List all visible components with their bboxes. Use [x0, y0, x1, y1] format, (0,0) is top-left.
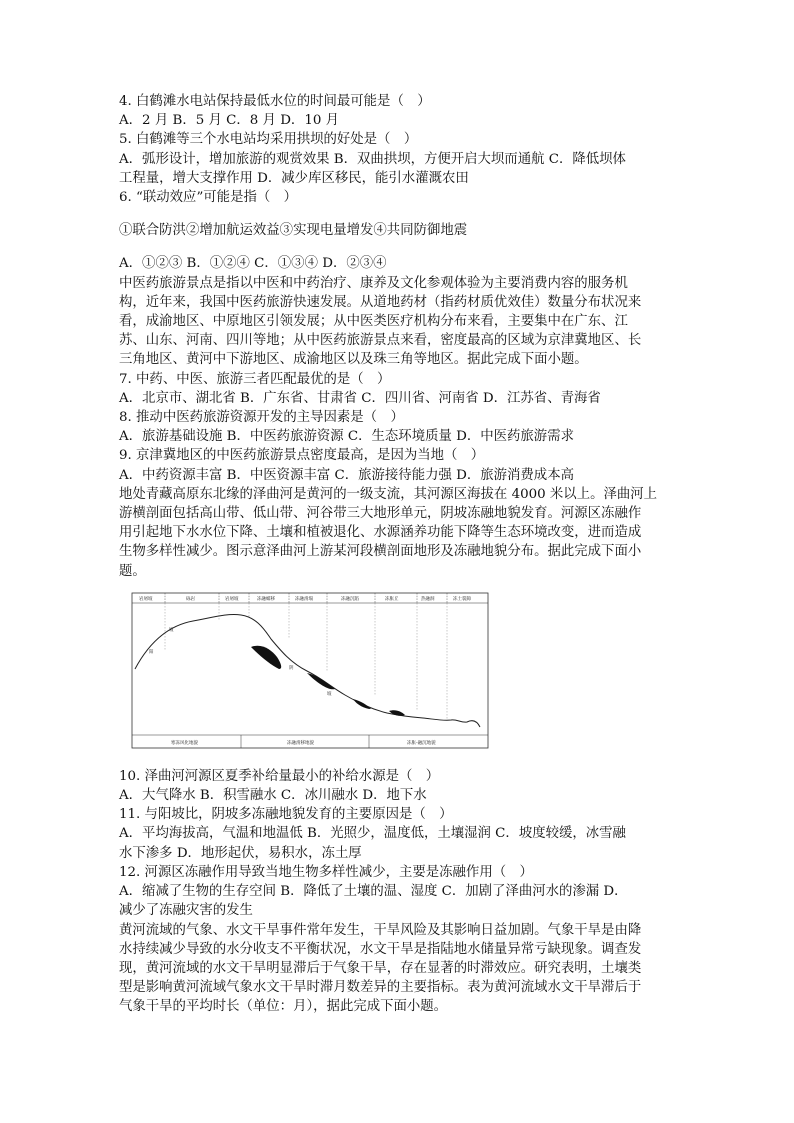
q9-question: 9. 京津冀地区的中医药旅游景点密度最高，是因为当地（ ） [119, 448, 485, 464]
slope-label-po-2: 坡 [327, 691, 332, 697]
q6-question: 6. “联动效应”可能是指（ ） [119, 190, 298, 206]
terrain-profile [135, 614, 480, 726]
passage-drought-line: 黄河流域的气象、水文干旱事件常年发生，干旱风险及其影响日益加剧。气象干旱是由降 [119, 922, 642, 938]
bottom-label-weathering: 寒冻风化地貌 [171, 740, 198, 746]
top-label-subsidence: 冻融沉陷 [341, 596, 359, 602]
q9-options: A．中药资源丰富 B．中医资源丰富 C．旅游接待能力强 D．旅游消费成本高 [119, 467, 574, 483]
q7-question: 7. 中药、中医、旅游三者匹配最优的是（ ） [119, 371, 391, 387]
top-label-frost-crack: 冻土裂隙 [453, 596, 471, 602]
q8-options: A．旅游基础设施 B．中医药旅游资源 C．生态环境质量 D．中医药旅游需求 [119, 429, 574, 445]
q12-options-line2: 减少了冻融灾害的发生 [119, 903, 253, 919]
q11-options-line1: A．平均海拔高，气温和地温低 B．光照少，温度低，土壤湿润 C．坡度较缓，冰雪融 [119, 826, 626, 842]
passage-tcm [119, 274, 679, 370]
slope-label-yang: 阳 [149, 649, 154, 655]
passage-drought-line: 水持续减少导致的水分收支不平衡状况，水文干旱是指陆地水储量异常亏缺现象。调查发 [119, 941, 642, 957]
top-label-rock-debris-2: 岩屑坡 [225, 596, 239, 602]
passage-zequ-line: 题。 [119, 563, 146, 579]
passage-tcm-line: 苏、山东、河南、四川等地；从中医药旅游景点来看，密度最高的区域为京津冀地区、长 [119, 333, 642, 349]
q5-options-line2: 工程量，增大支撑作用 D．减少库区移民，能引水灌溉农田 [119, 170, 469, 186]
cross-section-figure [131, 591, 491, 755]
bottom-label-sliding: 冻融滑移地貌 [287, 740, 314, 746]
passage-zequ-line: 生物多样性减少。图示意泽曲河上游某河段横剖面地形及冻融地貌分布。据此完成下面小 [119, 544, 642, 560]
frozen-body-2 [307, 673, 335, 689]
top-label-conglomerate: 砾岩 [186, 596, 195, 602]
q7-options: A．北京市、湖北省 B．广东省、甘肃省 C．四川省、河南省 D．江苏省、青海省 [119, 390, 601, 406]
passage-drought-line: 型是影响黄河流域气象水文干旱时滞月数差异的主要指标。表为黄河流域水文干旱滞后于 [119, 980, 642, 996]
q12-question: 12. 河源区冻融作用导致当地生物多样性减少，主要是冻融作用（ ） [119, 864, 533, 880]
passage-zequ-line: 地处青藏高原东北缘的泽曲河是黄河的一级支流，其河源区海拔在 4000 米以上。泽曲河上 [119, 486, 658, 502]
passage-tcm-line: 中医药旅游景点是指以中医和中药治疗、康养及文化参观体验为主要消费内容的服务机 [119, 275, 628, 291]
slope-label-po-1: 坡 [169, 627, 174, 633]
q12-options-line1: A．缩减了生物的生存空间 B．降低了土壤的温、湿度 C．加剧了泽曲河水的渗漏 D． [119, 884, 628, 900]
passage-tcm-line: 看，成渝地区、中原地区引领发展；从中医类医疗机构分布来看，主要集中在广东、江 [119, 314, 628, 330]
top-label-creep: 冻融蠕移 [257, 596, 275, 602]
frozen-body-4 [389, 710, 405, 716]
passage-zequ [119, 485, 679, 581]
frozen-body-1 [251, 646, 281, 669]
slope-label-yin: 阴 [289, 665, 294, 671]
passage-drought-line: 现，黄河流域的水文干旱明显滞后于气象干旱，存在显著的时滞效应。研究表明，土壤类 [119, 960, 642, 976]
passage-zequ-line: 用引起地下水水位下降、土壤和植被退化、水源涵养功能下降等生态环境改变，进而造成 [119, 525, 642, 541]
top-label-frost-mound: 冻胀丘 [385, 596, 399, 602]
drop-lines [165, 603, 447, 719]
cross-section-svg [131, 591, 491, 755]
passage-tcm-line: 三角地区、黄河中下游地区、成渝地区以及珠三角等地区。据此完成下面小题。 [119, 352, 588, 368]
top-label-thermokarst: 热融洞 [421, 596, 435, 602]
q11-options-line2: 水下渗多 D．地形起伏，易积水，冻土厚 [119, 845, 362, 861]
q4-question: 4. 白鹤滩水电站保持最低水位的时间最可能是（ ） [119, 94, 431, 109]
passage-zequ-line: 游横剖面包括高山带、低山带、河谷带三大地形单元，阴坡冻融地貌发育。河源区冻融作 [119, 506, 642, 522]
q8-question: 8. 推动中医药旅游资源开发的主导因素是（ ） [119, 410, 404, 426]
q4-options: A．2 月 B．5 月 C．8 月 D．10 月 [119, 113, 340, 129]
passage-drought-line: 气象干旱的平均时长（单位：月），据此完成下面小题。 [119, 999, 448, 1015]
q10-question: 10. 泽曲河河源区夏季补给量最小的补给水源是（ ） [119, 768, 440, 784]
q6-choices: ①联合防洪②增加航运效益③实现电量增发④共同防御地震 [119, 223, 468, 239]
frozen-body-3 [353, 699, 371, 709]
passage-tcm-line: 构，近年来，我国中医药旅游快速发展。从道地药材（指药材质优效佳）数量分布状况来 [119, 294, 642, 310]
top-label-slump: 冻融滑塌 [295, 596, 313, 602]
exam-page [119, 92, 679, 1017]
q5-options-line1: A．弧形设计，增加旅游的观赏效果 B．双曲拱坝，方便开启大坝而通航 C．降低坝体 [119, 151, 626, 167]
passage-drought [119, 921, 679, 1017]
top-label-rock-debris-1: 岩屑坡 [139, 596, 153, 602]
q5-question: 5. 白鹤滩等三个水电站均采用拱坝的好处是（ ） [119, 132, 418, 148]
q10-options: A．大气降水 B．积雪融水 C．冰川融水 D．地下水 [119, 788, 427, 804]
q11-question: 11. 与阳坡比，阴坡多冻融地貌发育的主要原因是（ ） [119, 807, 453, 823]
figure-frame [132, 593, 488, 748]
q6-options: A．①②③ B．①②④ C．①③④ D．②③④ [119, 256, 387, 272]
bottom-label-heave-settle: 冻胀-融沉地貌 [407, 740, 436, 746]
